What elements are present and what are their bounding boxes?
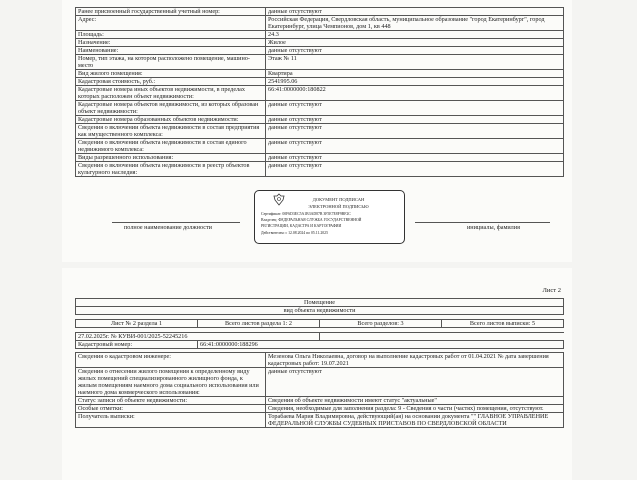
field-label: Сведения о включении объекта недвижимости в реестр объектов культурного наследия: bbox=[76, 162, 266, 177]
field-value: данные отсутствуют bbox=[266, 368, 564, 397]
field-label: Кадастровые номера образованных объектов недвижимости: bbox=[76, 116, 266, 124]
table-row bbox=[76, 55, 564, 70]
field-value: Торабаева Мария Владимировна, действующий(ая) на основании документа "" ГЛАВНОЕ УПРАВЛЕНИЕ ФЕДЕРАЛЬНОЙ СЛУЖБЫ СУДЕБНЫХ ПРИСТАВОВ ПО СВЕРДЛОВСКОЙ ОБЛАСТИ bbox=[266, 413, 564, 428]
table-row bbox=[76, 413, 564, 428]
table-row bbox=[76, 124, 564, 139]
field-value: данные отсутствуют bbox=[266, 116, 564, 124]
field-value: 24.3 bbox=[266, 31, 564, 39]
table-row bbox=[76, 39, 564, 47]
table-row bbox=[76, 405, 564, 413]
signature-line-right bbox=[415, 222, 550, 223]
table-row bbox=[76, 397, 564, 405]
extract-number: 27.02.2025г. № КУВИ-001/2025-52245216 bbox=[76, 333, 320, 341]
field-label: Сведения о кадастровом инженере: bbox=[76, 353, 266, 368]
total-sheets-section: Всего листов раздела 1: 2 bbox=[198, 320, 320, 328]
name-caption: инициалы, фамилия bbox=[467, 224, 520, 231]
table-row bbox=[76, 70, 564, 78]
field-label: Сведения о включении объекта недвижимости в состав предприятия как имущественного комплекса: bbox=[76, 124, 266, 139]
field-value: данные отсутствуют bbox=[266, 47, 564, 55]
details-table bbox=[75, 352, 564, 428]
field-label: Номер, тип этажа, на котором расположено помещение, машино-место bbox=[76, 55, 266, 70]
table-row bbox=[76, 47, 564, 55]
table-row bbox=[76, 353, 564, 368]
field-value: Российская Федерация, Свердловская область, муниципальное образование "город Екатеринбург", город Екатеринбург, улица Чемпионов, дом 1, кв 448 bbox=[266, 16, 564, 31]
cadastral-label: Кадастровый номер: bbox=[76, 341, 198, 349]
field-value: данные отсутствуют bbox=[266, 139, 564, 154]
signature-line-left bbox=[112, 222, 240, 223]
field-label: Кадастровые номера объектов недвижимости, из которых образован объект недвижимости: bbox=[76, 101, 266, 116]
field-value: 2541995.06 bbox=[266, 78, 564, 86]
position-caption: полное наименование должности bbox=[124, 224, 212, 231]
field-value: 66:41:0000000:180822 bbox=[266, 86, 564, 101]
field-label: Сведения о включении объекта недвижимости в состав единого недвижимого комплекса: bbox=[76, 139, 266, 154]
object-type-caption: вид объекта недвижимости bbox=[76, 307, 564, 315]
table-row bbox=[76, 31, 564, 39]
table-row bbox=[76, 139, 564, 154]
field-label: Сведения о отнесении жилого помещения к определенному виду жилых помещений специализированного жилищного фонда, к жилым помещениям наемного дома социального использования или наемного дома коммерческого использования: bbox=[76, 368, 266, 397]
stamp-title: ДОКУМЕНТ ПОДПИСАН bbox=[312, 197, 365, 202]
field-value: Мезенова Ольга Николаевна, договор на выполнение кадастровых работ от 01.04.2021 № дата завершения кадастровых работ: 19.07.2021 bbox=[266, 353, 564, 368]
field-label: Получатель выписки: bbox=[76, 413, 266, 428]
field-label: Адрес: bbox=[76, 16, 266, 31]
field-label: Площадь: bbox=[76, 31, 266, 39]
stamp-owner-cont: РЕГИСТРАЦИИ, КАДАСТРА И КАРТОГРАФИИ bbox=[261, 224, 342, 228]
field-value: данные отсутствуют bbox=[266, 154, 564, 162]
stamp-certificate: Сертификат: 00F6D3EC5A1B3AD87B 3F5E7E8F9BF2C bbox=[261, 212, 351, 216]
field-value: Сведения об объекте недвижимости имеют статус "актуальные" bbox=[266, 397, 564, 405]
field-label: Особые отметки: bbox=[76, 405, 266, 413]
table-row bbox=[76, 101, 564, 116]
object-type: Помещение bbox=[76, 299, 564, 307]
field-value: Квартира bbox=[266, 70, 564, 78]
field-label: Вид жилого помещения: bbox=[76, 70, 266, 78]
field-label: Наименование: bbox=[76, 47, 266, 55]
electronic-signature-stamp bbox=[254, 190, 405, 244]
stamp-owner: Владелец: ФЕДЕРАЛЬНАЯ СЛУЖБА ГОСУДАРСТВЕННОЙ bbox=[261, 218, 362, 222]
table-row bbox=[76, 162, 564, 177]
field-value: данные отсутствуют bbox=[266, 8, 564, 16]
object-info-table bbox=[75, 7, 564, 177]
field-label: Статус записи об объекте недвижимости: bbox=[76, 397, 266, 405]
sheet-header-table bbox=[75, 298, 564, 349]
field-label: Виды разрешенного использования: bbox=[76, 154, 266, 162]
stamp-validity: Действителен: с 12.08.2024 по 05.11.2025 bbox=[261, 231, 328, 235]
table-row bbox=[76, 154, 564, 162]
table-row bbox=[76, 78, 564, 86]
total-sheets: Всего листов выписки: 5 bbox=[442, 320, 564, 328]
sheet-number: Лист 2 bbox=[542, 287, 561, 294]
sheet-of-section: Лист № 2 раздела 1 bbox=[76, 320, 198, 328]
cadastral-number: 66:41:0000000:188296 bbox=[198, 341, 564, 349]
field-value: Сведения, необходимые для заполнения раздела: 9 - Сведения о части (частях) помещения, отсутствуют. bbox=[266, 405, 564, 413]
field-value: данные отсутствуют bbox=[266, 101, 564, 116]
field-label: Кадастровые номера иных объектов недвижимости, в пределах которых расположен объект недвижимости: bbox=[76, 86, 266, 101]
table-row bbox=[76, 86, 564, 101]
total-sections: Всего разделов: 3 bbox=[320, 320, 442, 328]
field-value: Этаж № 11 bbox=[266, 55, 564, 70]
field-value: Жилое bbox=[266, 39, 564, 47]
field-value: данные отсутствуют bbox=[266, 162, 564, 177]
table-row bbox=[76, 16, 564, 31]
field-label: Ранее присвоенный государственный учетный номер: bbox=[76, 8, 266, 16]
field-value: данные отсутствуют bbox=[266, 124, 564, 139]
table-row bbox=[76, 116, 564, 124]
field-label: Кадастровая стоимость, руб.: bbox=[76, 78, 266, 86]
table-row bbox=[76, 368, 564, 397]
stamp-subtitle: ЭЛЕКТРОННОЙ ПОДПИСЬЮ bbox=[308, 204, 369, 209]
table-row bbox=[76, 8, 564, 16]
field-label: Назначение: bbox=[76, 39, 266, 47]
